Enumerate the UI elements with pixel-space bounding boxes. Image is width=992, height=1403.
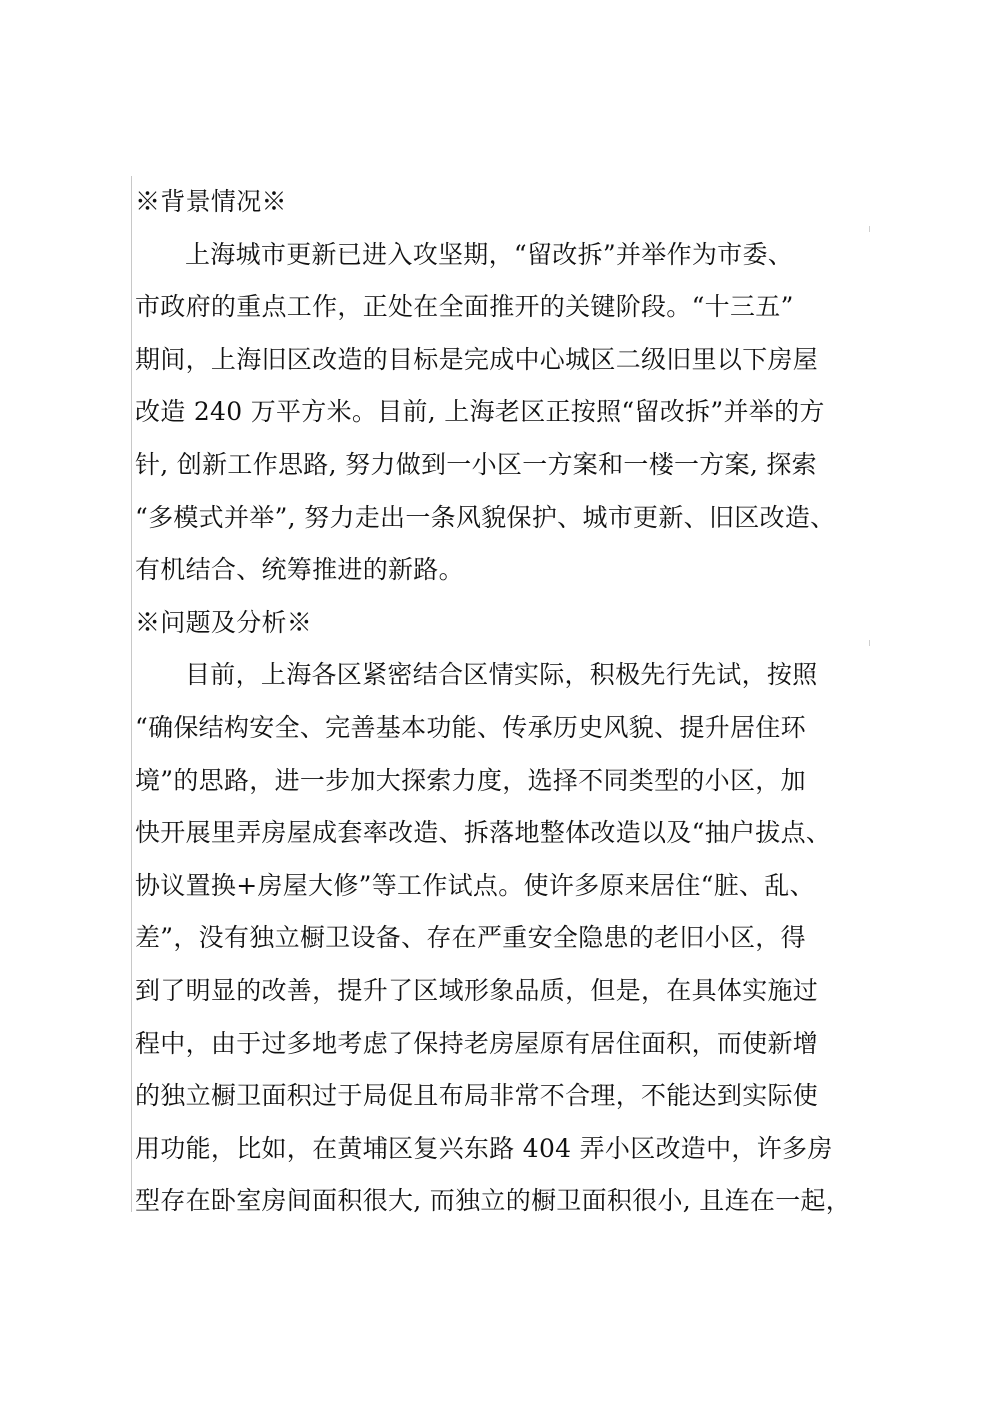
paragraph-line: 市政府的重点工作，正处在全面推开的关键阶段。“十三五” [135, 292, 794, 322]
paragraph-line: 境”的思路，进一步加大探索力度，选择不同类型的小区，加 [135, 765, 806, 795]
section-heading-analysis: ※问题及分析※ [135, 607, 313, 637]
paragraph-line: 的独立橱卫面积过于局促且布局非常不合理，不能达到实际使 [135, 1081, 819, 1111]
left-margin-rule [131, 176, 132, 1212]
paragraph-line: 快开展里弄房屋成套率改造、拆落地整体改造以及“抽户拔点、 [135, 818, 832, 848]
paragraph-line: 针, 创新工作思路, 努力做到一小区一方案和一楼一方案, 探索 [135, 449, 817, 479]
paragraph-line: 有机结合、统筹推进的新路。 [135, 555, 464, 585]
paragraph-line: 上海城市更新已进入攻坚期，“留改拆”并举作为市委、 [185, 239, 794, 269]
paragraph-line: 程中，由于过多地考虑了保持老房屋原有居住面积，而使新增 [135, 1028, 819, 1058]
paragraph-line: “多模式并举”, 努力走出一条风貌保护、城市更新、旧区改造、 [135, 502, 836, 532]
paragraph-line: 改造 240 万平方米。目前, 上海老区正按照“留改拆”并举的方 [135, 397, 825, 427]
paragraph-line: 用功能，比如，在黄埔区复兴东路 404 弄小区改造中，许多房 [135, 1133, 833, 1163]
paragraph-line: 到了明显的改善，提升了区域形象品质，但是，在具体实施过 [135, 975, 819, 1005]
paragraph-line: 差”，没有独立橱卫设备、存在严重安全隐患的老旧小区，得 [135, 923, 806, 953]
paragraph-line: “确保结构安全、完善基本功能、传承历史风貌、提升居住环 [135, 712, 806, 742]
paragraph-line: 型存在卧室房间面积很大, 而独立的橱卫面积很小, 且连在一起， [135, 1186, 852, 1216]
paragraph-line: 协议置换+房屋大修”等工作试点。使许多原来居住“脏、乱、 [135, 870, 815, 900]
paragraph-line: 期间，上海旧区改造的目标是完成中心城区二级旧里以下房屋 [135, 344, 819, 374]
paragraph-line: 目前，上海各区紧密结合区情实际，积极先行先试，按照 [185, 660, 818, 690]
section-heading-background: ※背景情况※ [135, 187, 287, 216]
document-body [135, 180, 895, 1232]
